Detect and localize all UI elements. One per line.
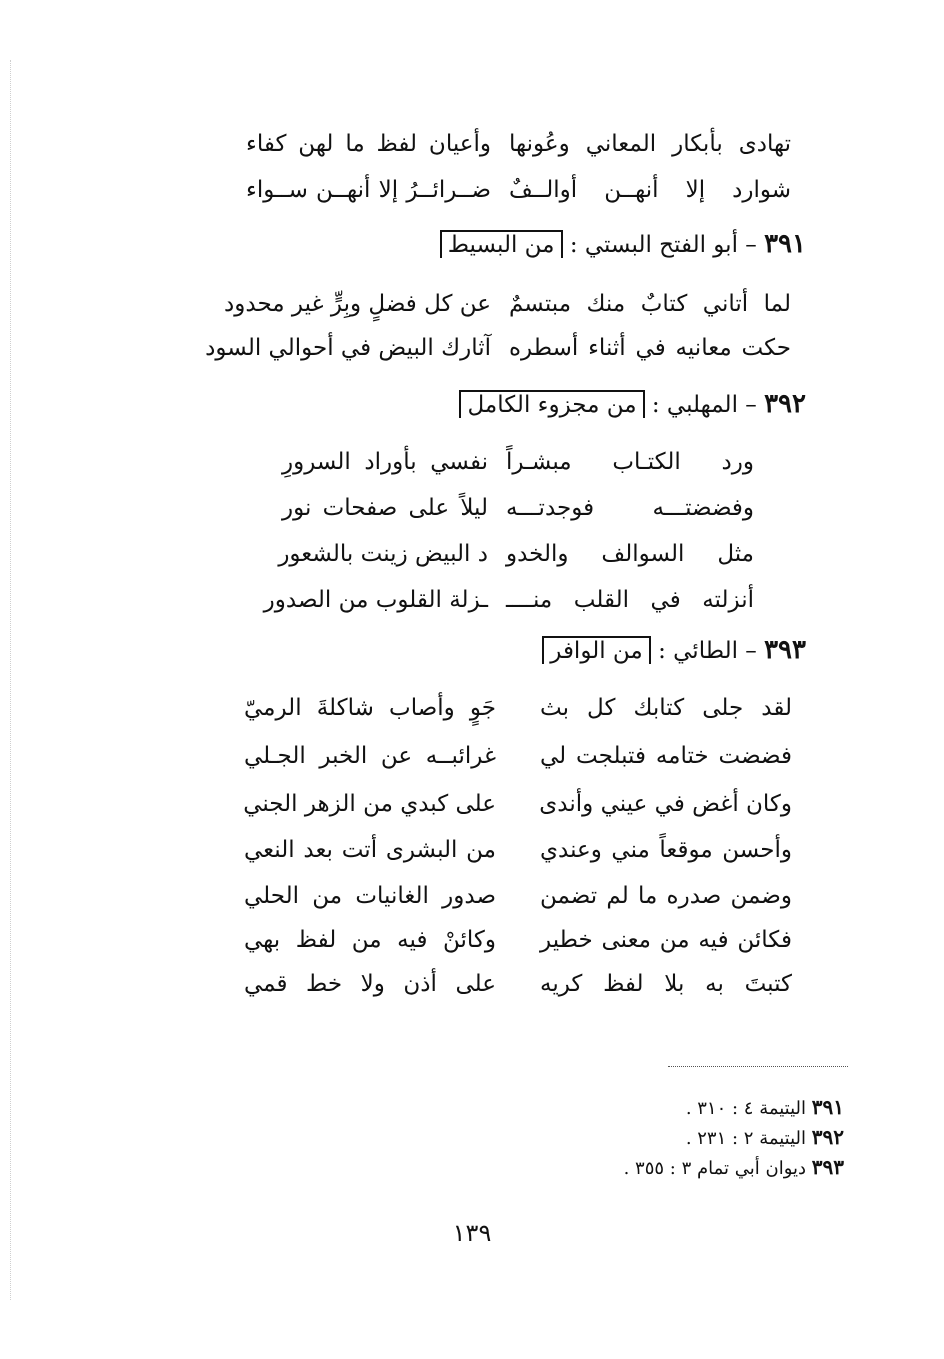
footnote-text: ديوان أبي تمام ٣ : ٣٥٥ . xyxy=(623,1158,807,1179)
footnote-number: ٣٩٢ xyxy=(811,1125,844,1149)
poet-name: – المهلبي : xyxy=(651,392,757,418)
second-hemistich: ليلاً على صفحات نور xyxy=(282,495,488,521)
scan-margin-line xyxy=(10,60,11,1300)
second-hemistich: صدور الغانيات من الحلي xyxy=(244,883,496,909)
footnote-number: ٣٩١ xyxy=(811,1095,844,1119)
second-hemistich: جَوٍ وأصاب شاكلةَ الرميّ xyxy=(244,695,496,721)
second-hemistich: نفسي بأوراد السرورِ xyxy=(282,449,488,475)
first-hemistich: كتبتَ به بلا لفظ كريه xyxy=(540,971,792,997)
verse xyxy=(282,440,754,484)
second-hemistich: على أذن ولا خط قمي xyxy=(244,971,496,997)
footnote-separator xyxy=(668,1066,848,1067)
verse xyxy=(246,168,791,212)
second-hemistich: د البيض زينت بالشعور xyxy=(278,541,488,567)
entry-number: ٣٩٢ xyxy=(764,389,806,419)
page-number: ١٣٩ xyxy=(452,1219,492,1247)
second-hemistich: عن كل فضلٍ وبِرٍّ غير محدود xyxy=(224,291,491,317)
verse xyxy=(244,782,792,826)
first-hemistich: شوارد إلا أنهــن أوالــفٌ xyxy=(509,177,791,203)
second-hemistich: غرائبــه عن الخبر الجـلي xyxy=(244,743,496,769)
entry-number: ٣٩٣ xyxy=(764,635,806,665)
first-hemistich: لقد جلى كتابك كل بث xyxy=(540,695,792,721)
entry-number: ٣٩١ xyxy=(764,229,806,259)
first-hemistich: تهادى بأبكار المعاني وعُونها xyxy=(509,131,791,157)
first-hemistich: وفضضتـــه فوجدتـــه xyxy=(506,495,754,521)
second-hemistich: وكائنْ فيه من لفظ بهي xyxy=(244,927,496,953)
footnote-text: اليتيمة ٤ : ٣١٠ . xyxy=(685,1098,807,1119)
section-heading xyxy=(459,384,806,424)
second-hemistich: آثارك البيض في أحوالي السود xyxy=(205,335,491,361)
verse xyxy=(244,874,792,918)
poet-name: – الطائي : xyxy=(658,638,757,664)
poet-name: – أبو الفتح البستي : xyxy=(569,232,757,258)
verse xyxy=(205,326,791,370)
second-hemistich: ـزلة القلوب من الصدور xyxy=(263,587,488,613)
second-hemistich: ضــرائــرُ إلا أنهــن ســواء xyxy=(246,177,491,203)
meter-label: من البسيط xyxy=(440,230,563,258)
verse xyxy=(263,578,754,622)
verse xyxy=(246,122,791,166)
verse xyxy=(244,962,792,1006)
verse xyxy=(282,486,754,530)
first-hemistich: وضمن صدره ما لم تضمن xyxy=(540,883,792,909)
second-hemistich: من البشرى أتت بعد النعي xyxy=(244,837,496,863)
first-hemistich: فكائن فيه من معنى خطير xyxy=(540,927,792,953)
verse xyxy=(224,282,791,326)
second-hemistich: على كبدي من الزهر الجني xyxy=(243,791,496,817)
footnote-text: اليتيمة ٢ : ٢٣١ . xyxy=(685,1128,807,1149)
first-hemistich: لما أتاني كتابٌ منك مبتسمٌ xyxy=(509,291,791,317)
first-hemistich: حكت معانيه في أثناء أسطره xyxy=(509,335,791,361)
first-hemistich: ورد الكتـاب مبشـراً xyxy=(506,449,754,475)
first-hemistich: فضضت ختامه فتبلجت لي xyxy=(540,743,792,769)
meter-label: من الوافر xyxy=(542,636,651,664)
second-hemistich: وأعيان لفظ ما لهن كفاء xyxy=(246,131,491,157)
section-heading xyxy=(542,630,806,670)
verse xyxy=(244,918,792,962)
footnote-number: ٣٩٣ xyxy=(811,1155,844,1179)
first-hemistich: وكان أغض في عيني وأندى xyxy=(539,791,792,817)
section-heading xyxy=(440,224,806,264)
verse xyxy=(244,686,792,730)
footnote xyxy=(686,1122,844,1152)
meter-label: من مجزوء الكامل xyxy=(459,390,644,418)
footnote xyxy=(686,1092,844,1122)
verse xyxy=(278,532,754,576)
first-hemistich: أنزلته في القلب منــــ xyxy=(506,587,754,613)
first-hemistich: وأحسن موقعاً مني وعندي xyxy=(540,837,792,863)
verse xyxy=(244,734,792,778)
first-hemistich: مثل السوالف والخدو xyxy=(506,541,754,567)
verse xyxy=(244,828,792,872)
footnote xyxy=(624,1152,844,1182)
